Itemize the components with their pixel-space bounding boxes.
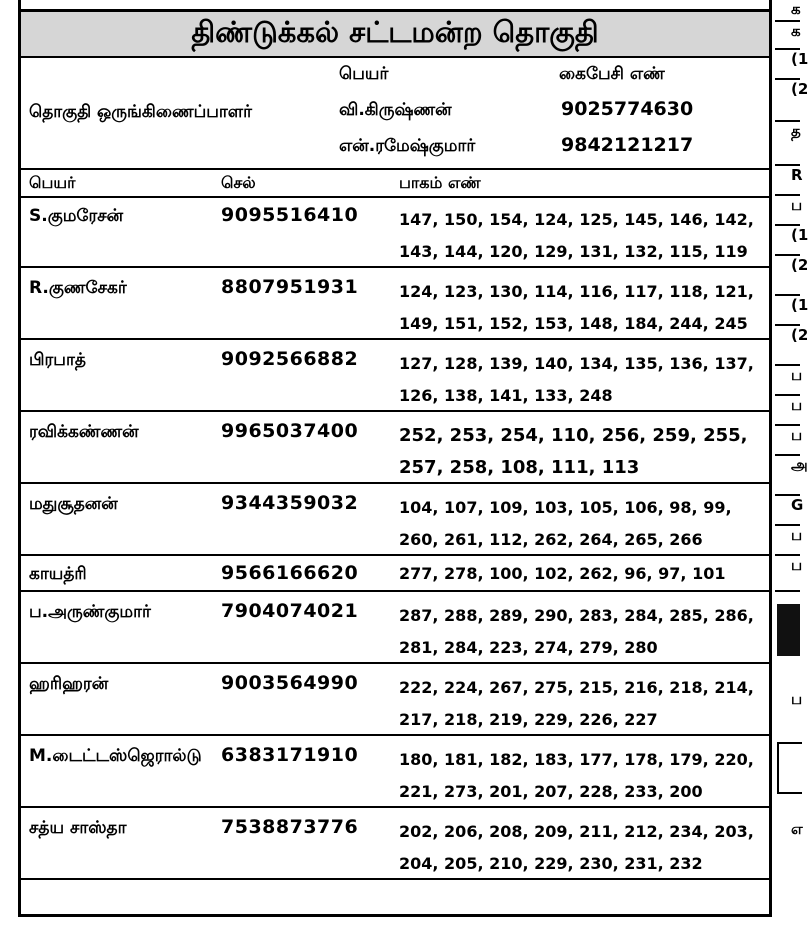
coordinator-name: வி.கிருஷ்ணன்	[339, 100, 452, 120]
table-row	[21, 592, 769, 664]
side-cell: (2	[775, 326, 800, 366]
side-cell: ப	[775, 426, 800, 456]
table-row	[21, 340, 769, 412]
table-row	[21, 412, 769, 484]
header-cell: செல்	[221, 173, 256, 192]
side-cell: ப	[775, 556, 800, 592]
side-cell: (1	[775, 296, 800, 326]
side-cell: ப	[775, 526, 800, 556]
side-cell: ப	[775, 366, 800, 396]
row-phone: 7538873776	[221, 816, 359, 838]
row-name: R.குணசேகர்	[29, 278, 127, 298]
side-cell: R	[775, 166, 800, 196]
row-phone: 9566166620	[221, 562, 359, 584]
volunteer-table	[21, 196, 769, 880]
row-phone: 8807951931	[221, 276, 359, 298]
side-cell: ப	[775, 196, 800, 226]
side-cell: (2	[775, 80, 800, 122]
side-cell: க	[775, 22, 800, 50]
row-phone: 9095516410	[221, 204, 359, 226]
row-name: M.டைட்டஸ்ஜெரால்டு	[29, 746, 202, 766]
coordinator-phone: 9025774630	[561, 98, 694, 120]
side-cell: ப	[775, 396, 800, 426]
row-phone: 9092566882	[221, 348, 359, 370]
row-parts: 202, 206, 208, 209, 211, 212, 234, 203, 204, 205, 210, 229, 230, 231, 232	[399, 822, 754, 873]
row-name: காயத்ரி	[29, 564, 87, 584]
side-cell: அ	[775, 456, 800, 496]
side-cell: ப	[791, 690, 803, 708]
table-row	[21, 556, 769, 592]
row-name: S.குமரேசன்	[29, 206, 124, 226]
coordinator-name-header: பெயர்	[339, 64, 389, 84]
row-phone: 9003564990	[221, 672, 359, 694]
row-parts: 124, 123, 130, 114, 116, 117, 118, 121, 149, 151, 152, 153, 148, 184, 244, 245	[399, 282, 754, 333]
row-name: ரவிக்கண்ணன்	[29, 422, 139, 442]
header-name: பெயர்	[29, 173, 76, 192]
table-row	[21, 196, 769, 268]
row-name: ப.அருண்குமார்	[29, 602, 151, 622]
side-black-block	[777, 604, 800, 656]
row-phone: 9965037400	[221, 420, 359, 442]
coordinator-name: என்.ரமேஷ்குமார்	[339, 136, 476, 156]
side-cell: (2	[775, 256, 800, 296]
table-row	[21, 484, 769, 556]
page-title: திண்டுக்கல் சட்டமன்ற தொகுதி	[21, 12, 769, 58]
table-row	[21, 808, 769, 880]
side-cell: எ	[791, 820, 803, 838]
row-name: சத்ய சாஸ்தா	[29, 818, 127, 838]
coordinator-phone-header: கைபேசி எண்	[559, 64, 665, 84]
row-parts: 287, 288, 289, 290, 283, 284, 285, 286, 281, 284, 223, 274, 279, 280	[399, 606, 754, 657]
table-row	[21, 664, 769, 736]
coordinator-section	[21, 58, 769, 166]
row-name: பிரபாத்	[29, 350, 86, 370]
side-cell: G	[775, 496, 800, 526]
table-row	[21, 736, 769, 808]
adjacent-column-fragment	[775, 0, 808, 929]
row-parts: 104, 107, 109, 103, 105, 106, 98, 99, 260, 261, 112, 262, 264, 265, 266	[399, 498, 732, 549]
side-cell: (1	[775, 50, 800, 80]
row-parts: 127, 128, 139, 140, 134, 135, 136, 137, 126, 138, 141, 133, 248	[399, 354, 754, 405]
row-parts: 147, 150, 154, 124, 125, 145, 146, 142, 143, 144, 120, 129, 131, 132, 115, 119	[399, 210, 754, 261]
coordinator-role: தொகுதி ஒருங்கிணைப்பாளர்	[29, 102, 252, 122]
table-header	[21, 168, 769, 198]
row-name: மதுசூதனன்	[29, 494, 118, 514]
table-row	[21, 268, 769, 340]
row-parts: 277, 278, 100, 102, 262, 96, 97, 101	[399, 564, 726, 583]
row-name: ஹரிஹரன்	[29, 674, 109, 694]
header-part-number: பாகம் எண்	[399, 173, 481, 192]
row-phone: 6383171910	[221, 744, 359, 766]
side-cell: (1	[775, 226, 800, 256]
row-phone: 7904074021	[221, 600, 359, 622]
side-cell: க	[775, 0, 800, 22]
row-phone: 9344359032	[221, 492, 359, 514]
side-box	[777, 742, 802, 794]
side-cell: த	[775, 122, 800, 166]
row-parts: 222, 224, 267, 275, 215, 216, 218, 214, 217, 218, 219, 229, 226, 227	[399, 678, 754, 729]
row-parts: 180, 181, 182, 183, 177, 178, 179, 220, 221, 273, 201, 207, 228, 233, 200	[399, 750, 754, 801]
coordinator-phone: 9842121217	[561, 134, 694, 156]
row-parts: 252, 253, 254, 110, 256, 259, 255, 257, 258, 108, 111, 113	[399, 425, 748, 478]
